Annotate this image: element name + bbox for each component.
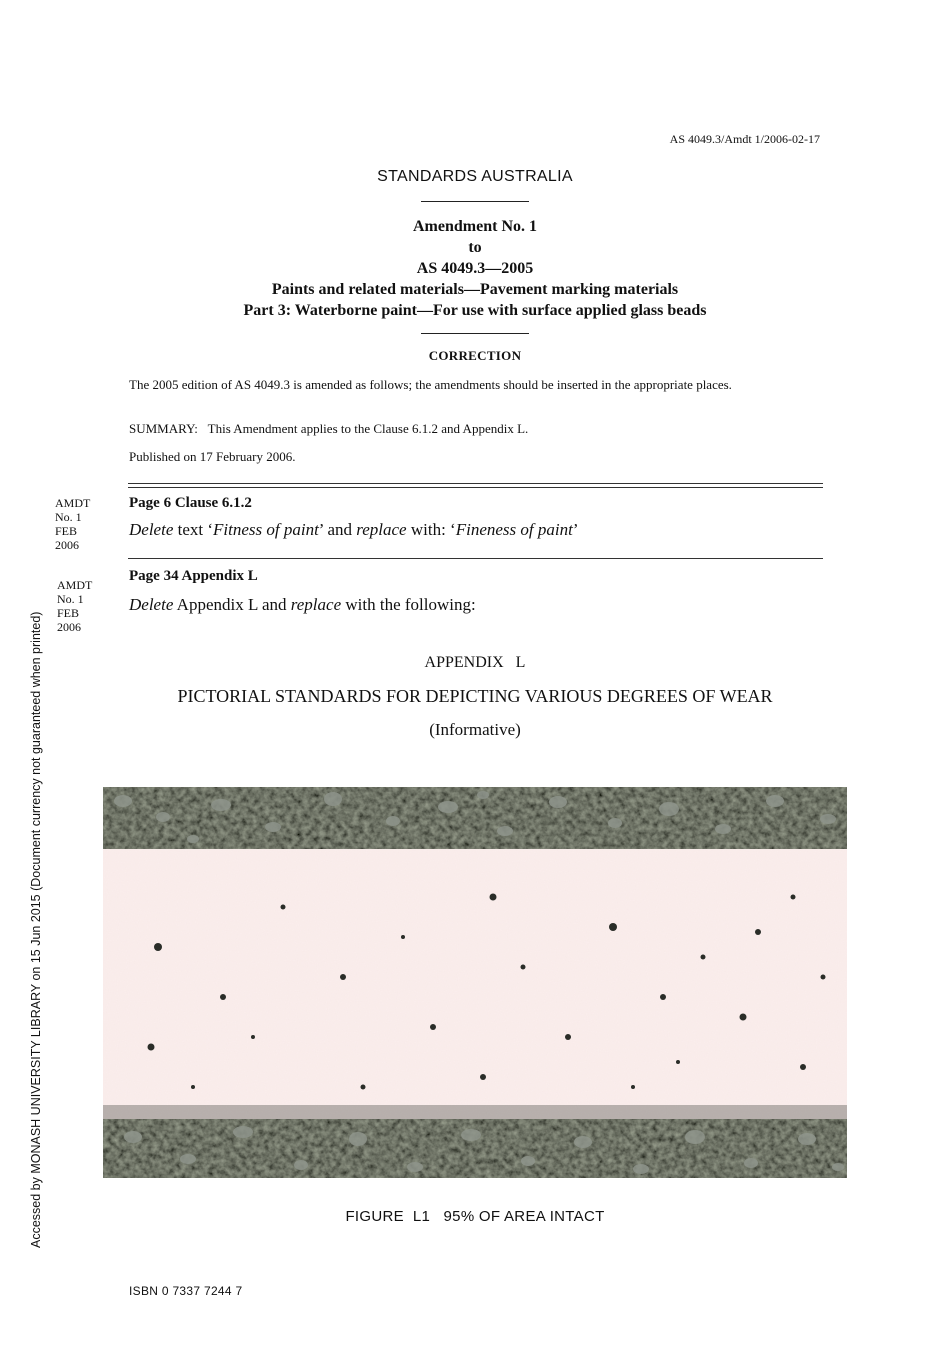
figure-photo-pavement-marking	[103, 787, 847, 1178]
margin-number: No. 1	[55, 510, 82, 524]
margin-year: 2006	[57, 620, 81, 634]
appendix-title: PICTORIAL STANDARDS FOR DEPICTING VARIOUS DEGREES OF WEAR	[177, 686, 773, 706]
amendment-instruction-clause: Delete text ‘Fitness of paint’ and replace with: ‘Fineness of paint’	[129, 520, 579, 539]
summary-text: This Amendment applies to the Clause 6.1.2 and Appendix L.	[207, 421, 529, 436]
document-reference: AS 4049.3/Amdt 1/2006-02-17	[669, 132, 820, 146]
standard-part-title: Part 3: Waterborne paint—For use with surface applied glass beads	[243, 302, 707, 319]
amendment-title-block	[100, 216, 850, 321]
margin-month: FEB	[55, 524, 78, 538]
margin-number: No. 1	[57, 592, 84, 606]
appendix-label: APPENDIX L	[424, 654, 526, 671]
section-rule	[128, 558, 823, 559]
appendix-subtitle: (Informative)	[429, 720, 521, 739]
delete-verb: Delete	[129, 520, 174, 539]
divider-top	[421, 201, 529, 202]
published-date: Published on 17 February 2006.	[129, 449, 296, 464]
figure-caption: FIGURE L1 95% OF AREA INTACT	[345, 1208, 605, 1225]
amendment-heading-appendix: Page 34 Appendix L	[129, 568, 258, 584]
isbn: ISBN 0 7337 7244 7	[129, 1284, 243, 1298]
amendment-heading-clause: Page 6 Clause 6.1.2	[129, 495, 252, 511]
margin-month: FEB	[57, 606, 80, 620]
amendment-instruction-appendix: Delete Appendix L and replace with the following:	[129, 595, 476, 614]
replace-verb: replace	[356, 520, 407, 539]
amendment-number: Amendment No. 1	[413, 218, 537, 235]
pavement-photo-illustration	[103, 787, 847, 1178]
organization-name: STANDARDS AUSTRALIA	[377, 168, 573, 185]
standard-number: AS 4049.3—2005	[416, 260, 534, 277]
divider-title	[421, 333, 529, 334]
summary	[129, 420, 821, 437]
replace-verb: replace	[290, 595, 342, 614]
title-to: to	[468, 239, 482, 256]
correction-heading: CORRECTION	[428, 348, 522, 363]
summary-label: SUMMARY:	[129, 421, 198, 436]
margin-amdt: AMDT	[57, 578, 93, 592]
margin-year: 2006	[55, 538, 79, 552]
amendment-margin-note	[57, 578, 107, 634]
old-text: Fitness of paint	[213, 520, 319, 539]
new-text: Fineness of paint	[455, 520, 573, 539]
amendment-margin-note	[55, 496, 105, 552]
correction-intro: The 2005 edition of AS 4049.3 is amended as follows; the amendments should be inserted in the appropriate places.	[129, 377, 732, 392]
access-side-note: Accessed by MONASH UNIVERSITY LIBRARY on 15 Jun 2015 (Document currency not guaranteed when printed)	[29, 611, 43, 1248]
standard-title: Paints and related materials—Pavement marking materials	[271, 281, 679, 298]
delete-verb: Delete	[129, 595, 174, 614]
margin-amdt: AMDT	[55, 496, 91, 510]
section-double-rule	[128, 483, 823, 488]
